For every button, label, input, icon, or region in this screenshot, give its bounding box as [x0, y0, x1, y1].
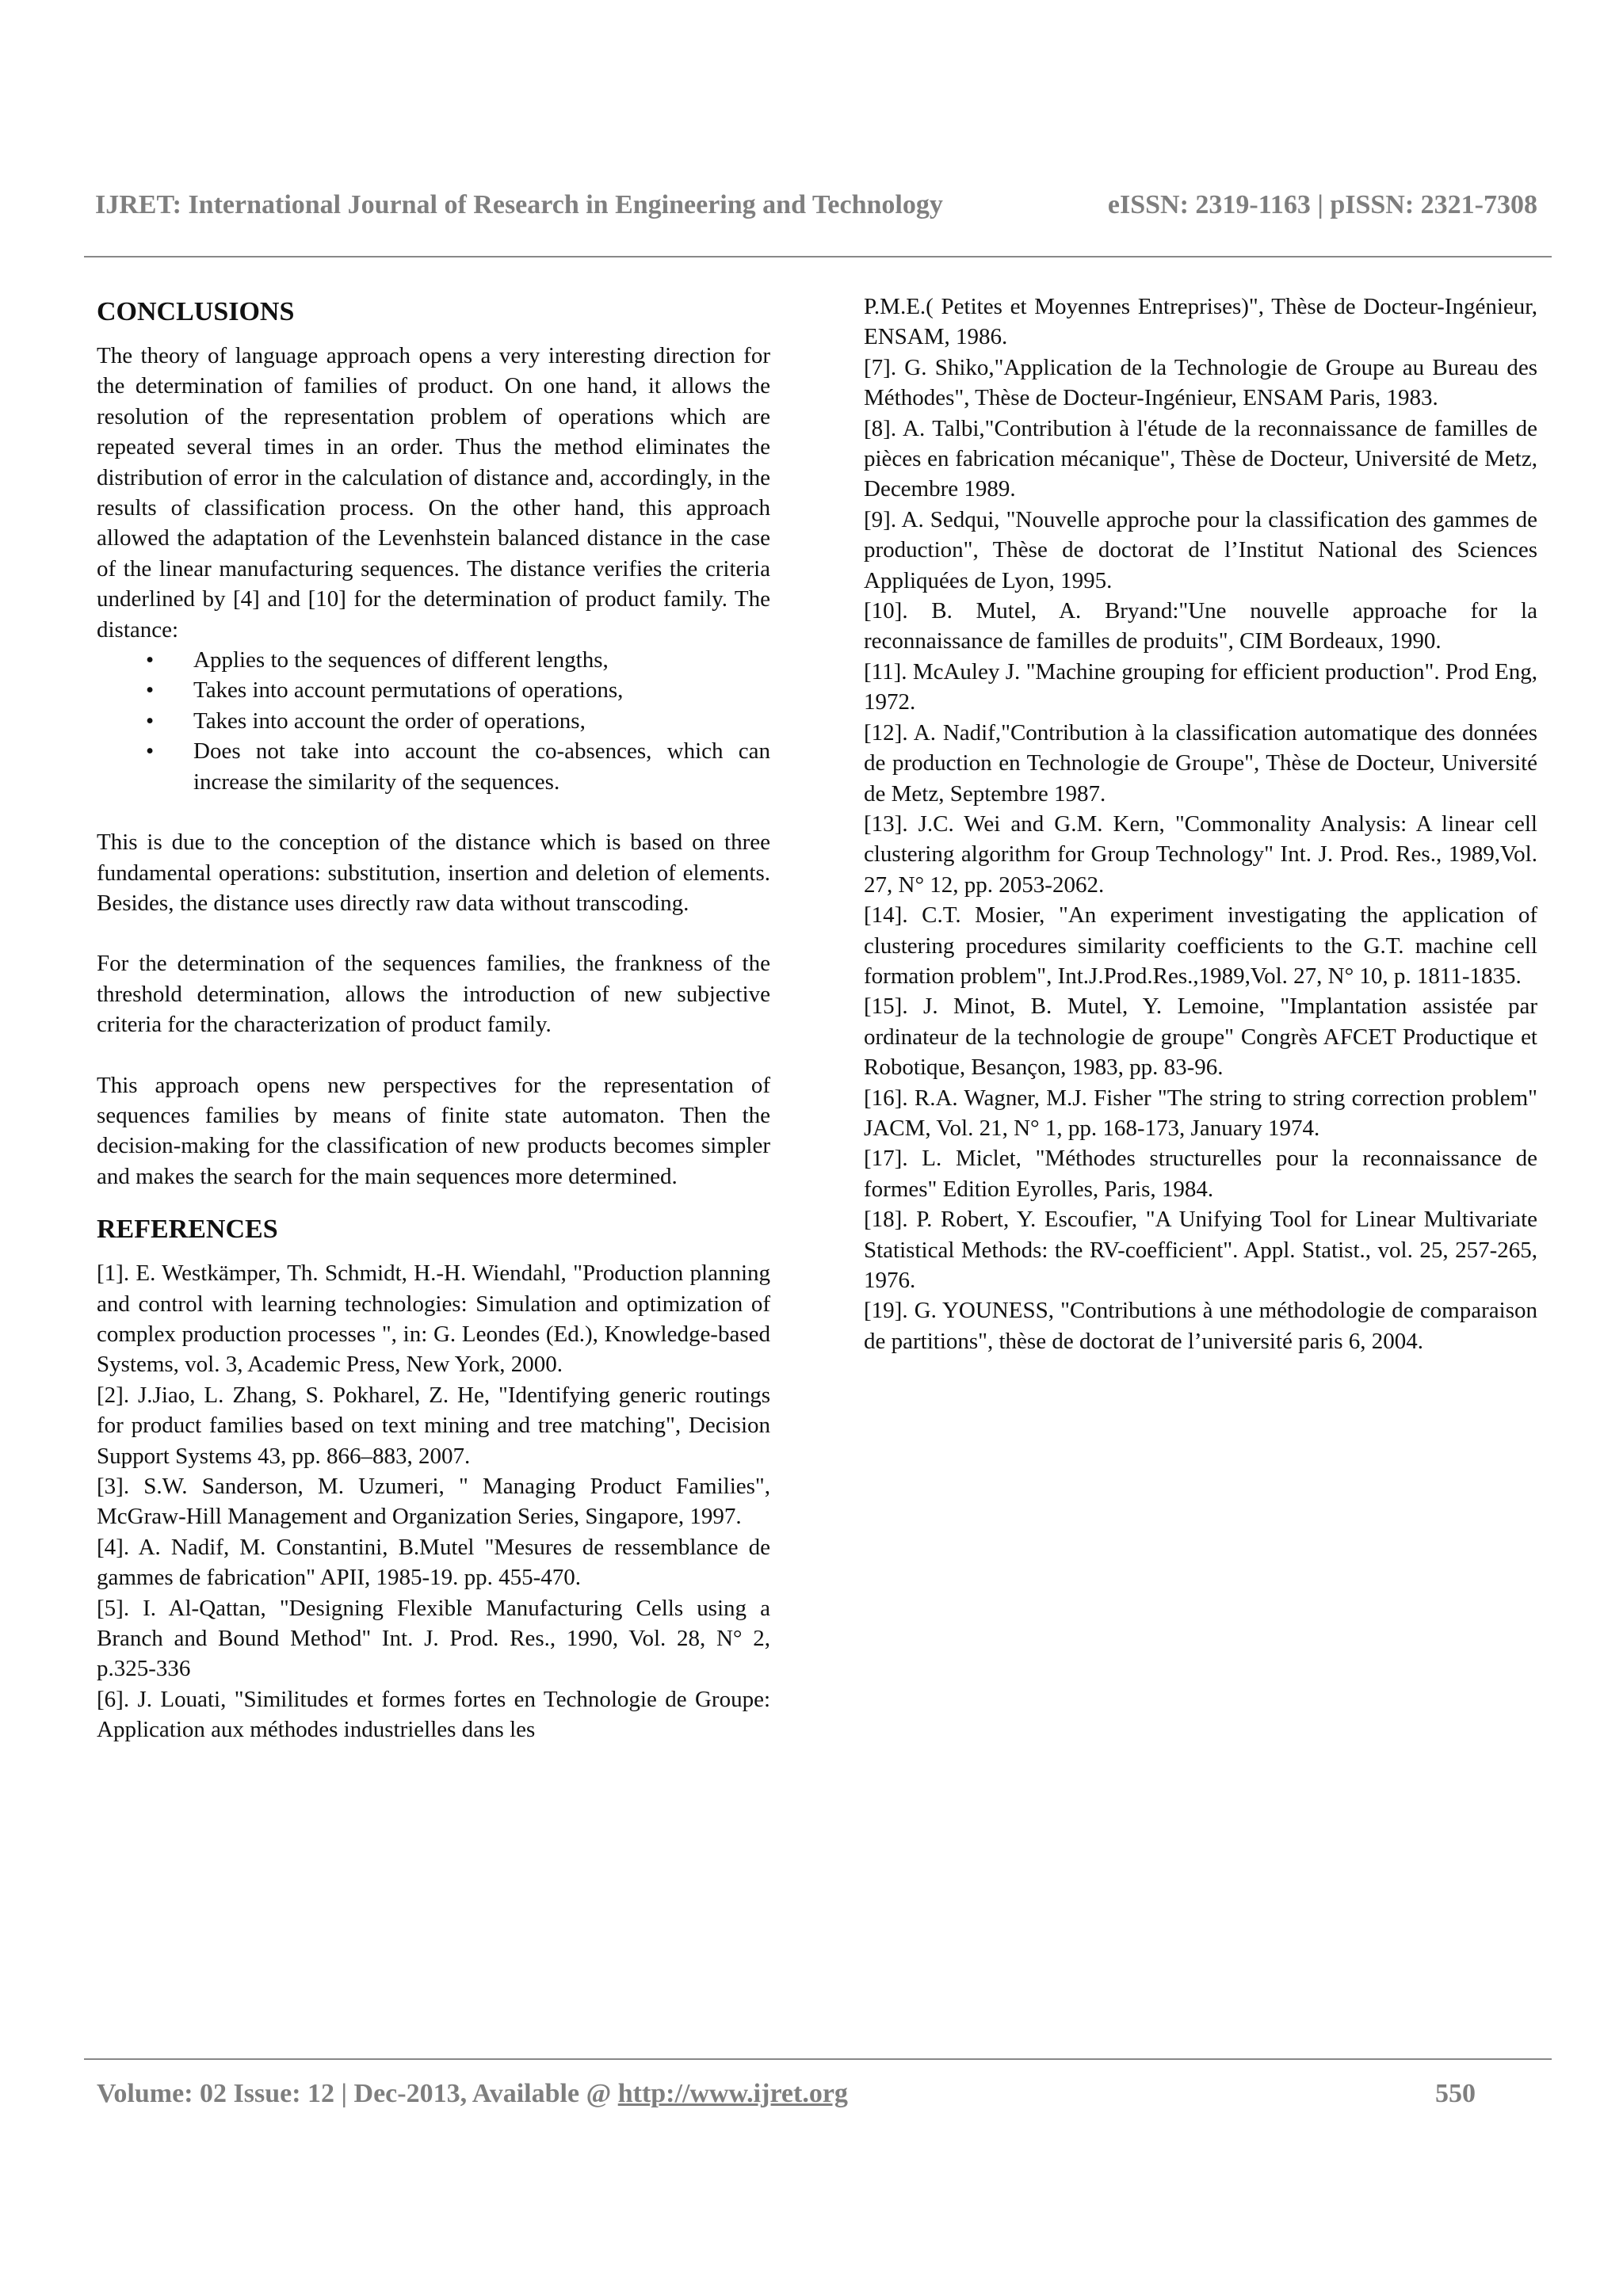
conclusions-paragraph-2: This is due to the conception of the distance which is based on three fundamental operations: substitution, insertion and deletion of elements. Besides, the distance uses directly raw data without transcoding. [97, 830, 770, 916]
page-number: 550 [1435, 2079, 1476, 2108]
distance-properties-list [97, 645, 770, 797]
running-footer [97, 2079, 1476, 2119]
bullet-icon: • [146, 647, 155, 673]
volume-info: Volume: 02 Issue: 12 | Dec-2013, Available @ http://www.ijret.org [97, 2079, 848, 2108]
reference-item: [16]. R.A. Wagner, M.J. Fisher "The string to string correction problem" JACM, Vol. 21, N° 1, pp. 168-173, January 1974. [864, 1085, 1537, 1141]
conclusions-paragraph-3: For the determination of the sequences families, the frankness of the threshold determination, allows the introduction of new subjective criteria for the characterization of product family. [97, 951, 770, 1038]
header-divider [84, 256, 1552, 257]
conclusions-paragraph-1: The theory of language approach opens a very interesting direction for the determination of families of product. On one hand, it allows the resolution of the representation problem of operations which are repeated several times in an order. Thus the method eliminates the distribution of error in the calculation of distance and, accordingly, in the results of classification process. On the other hand, this approach allowed the adaptation of the Levenhstein balanced distance in the case of the linear manufacturing sequences. The distance verifies the criteria underlined by [4] and [10] for the determination of product family. The distance: [97, 343, 770, 643]
list-item: • Does not take into account the co-absences, which can increase the similarity of the sequences. [97, 736, 770, 797]
reference-item: [14]. C.T. Mosier, "An experiment investigating the application of clustering procedures similarity coefficients to the G.T. machine cell formation problem", Int.J.Prod.Res.,1989,Vol. 27, N° 10, p. 1811-1835. [864, 902, 1537, 989]
reference-item: [5]. I. Al-Qattan, "Designing Flexible Manufacturing Cells using a Branch and Bound Method" Int. J. Prod. Res., 1990, Vol. 28, N° 2, p.325-336 [97, 1595, 770, 1682]
reference-item: [1]. E. Westkämper, Th. Schmidt, H.-H. Wiendahl, "Production planning and control with learning technologies: Simulation and optimization of complex production processes ", in: G. Leondes (Ed.), Knowledge-based Systems, vol. 3, Academic Press, New York, 2000. [97, 1261, 770, 1378]
references-heading: REFERENCES [97, 1215, 278, 1245]
footer-divider [84, 2058, 1552, 2060]
running-header [95, 190, 1537, 230]
reference-item: [9]. A. Sedqui, "Nouvelle approche pour la classification des gammes de production", Thèse de doctorat de l’Institut National des Sciences Appliquées de Lyon, 1995. [864, 506, 1537, 593]
reference-item: [2]. J.Jiao, L. Zhang, S. Pokharel, Z. He, "Identifying generic routings for product families based on text mining and tree matching", Decision Support Systems 43, pp. 866–883, 2007. [97, 1382, 770, 1469]
bullet-icon: • [146, 738, 155, 765]
reference-item: [6]. J. Louati, "Similitudes et formes fortes en Technologie de Groupe: Application aux méthodes industrielles dans les [97, 1686, 770, 1743]
reference-item: [18]. P. Robert, Y. Escoufier, "A Unifying Tool for Linear Multivariate Statistical Methods: the RV-coefficient". Appl. Statist., vol. 25, 257-265, 1976. [864, 1207, 1537, 1293]
reference-item: [4]. A. Nadif, M. Constantini, B.Mutel "Mesures de ressemblance de gammes de fabrication" APII, 1985-19. pp. 455-470. [97, 1534, 770, 1591]
reference-item: [8]. A. Talbi,"Contribution à l'étude de la reconnaissance de familles de pièces en fabrication mécanique", Thèse de Docteur, Université de Metz, Decembre 1989. [864, 415, 1537, 502]
journal-link[interactable]: http://www.ijret.org [617, 2079, 848, 2108]
list-item: • Takes into account permutations of operations, [97, 675, 770, 705]
reference-item: [19]. G. YOUNESS, "Contributions à une méthodologie de comparaison de partitions", thèse de doctorat de l’université paris 6, 2004. [864, 1298, 1537, 1354]
right-column [864, 292, 1537, 1356]
reference-item: [12]. A. Nadif,"Contribution à la classification automatique des données de production en Technologie de Groupe", Thèse de Docteur, Université de Metz, Septembre 1987. [864, 719, 1537, 807]
bullet-icon: • [146, 707, 155, 734]
reference-item: [10]. B. Mutel, A. Bryand:"Une nouvelle approache for la reconnaissance de familles de produits", CIM Bordeaux, 1990. [864, 598, 1537, 654]
left-column [97, 292, 770, 1745]
conclusions-heading: CONCLUSIONS [97, 297, 295, 326]
journal-title: IJRET: International Journal of Research in Engineering and Technology [95, 190, 943, 219]
reference-item: P.M.E.( Petites et Moyennes Entreprises)", Thèse de Docteur-Ingénieur, ENSAM, 1986. [864, 294, 1537, 350]
reference-item: [17]. L. Miclet, "Méthodes structurelles pour la reconnaissance de formes" Edition Eyrolles, Paris, 1984. [864, 1146, 1537, 1202]
conclusions-paragraph-4: This approach opens new perspectives for the representation of sequences families by means of finite state automaton. Then the decision-making for the classification of new products becomes simpler and makes the search for the main sequences more determined. [97, 1072, 770, 1189]
issn-info: eISSN: 2319-1163 | pISSN: 2321-7308 [1107, 190, 1537, 219]
reference-item: [7]. G. Shiko,"Application de la Technologie de Groupe au Bureau des Méthodes", Thèse de Docteur-Ingénieur, ENSAM Paris, 1983. [864, 354, 1537, 411]
reference-item: [15]. J. Minot, B. Mutel, Y. Lemoine, "Implantation assistée par ordinateur de la technologie de groupe" Congrès AFCET Productique et Robotique, Besançon, 1983, pp. 83-96. [864, 994, 1537, 1081]
reference-item: [11]. McAuley J. "Machine grouping for efficient production". Prod Eng, 1972. [864, 658, 1537, 715]
reference-item: [13]. J.C. Wei and G.M. Kern, "Commonality Analysis: A linear cell clustering algorithm for Group Technology" Int. J. Prod. Res., 1989,Vol. 27, N° 12, pp. 2053-2062. [864, 810, 1537, 898]
list-item: • Applies to the sequences of different lengths, [97, 645, 770, 675]
bullet-icon: • [146, 677, 155, 704]
list-item: • Takes into account the order of operations, [97, 706, 770, 736]
reference-item: [3]. S.W. Sanderson, M. Uzumeri, " Managing Product Families", McGraw-Hill Management and Organization Series, Singapore, 1997. [97, 1474, 770, 1530]
